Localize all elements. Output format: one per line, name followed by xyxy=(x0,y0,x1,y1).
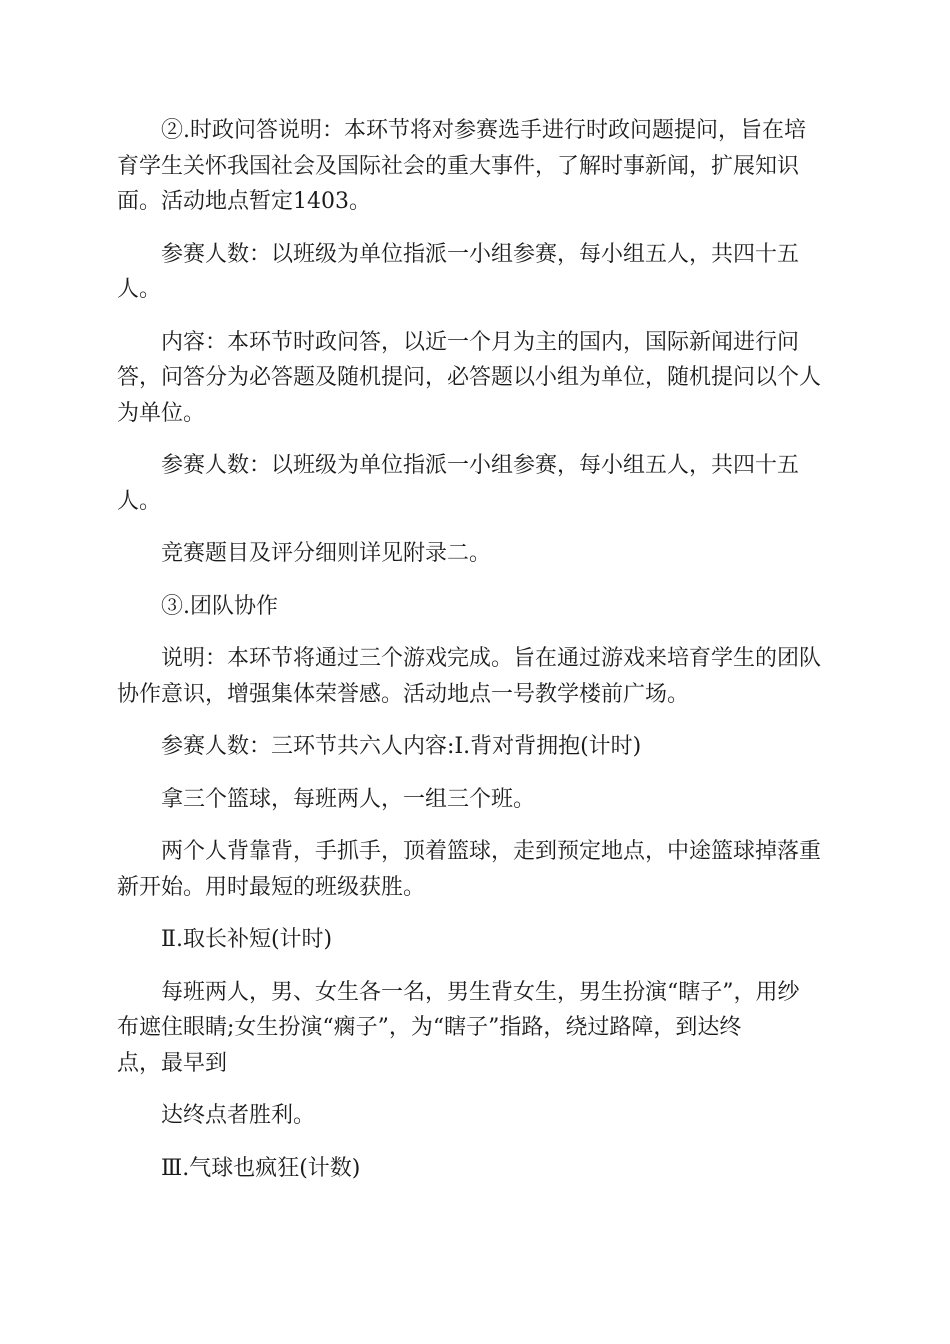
text-line: 面。活动地点暂定1403。 xyxy=(117,189,371,214)
text-line: 参赛人数：以班级为单位指派一小组参赛，每小组五人，共四十五 xyxy=(161,241,800,267)
paragraph-participants-2 xyxy=(117,448,837,519)
paragraph-participants-1 xyxy=(117,237,837,308)
text-line: 答，问答分为必答题及随机提问，必答题以小组为单位，随机提问以个人 xyxy=(117,365,822,390)
paragraph-appendix-note xyxy=(117,536,837,572)
paragraph-current-affairs-intro xyxy=(117,113,837,220)
text-line: 每班两人，男、女生各一名，男生背女生，男生扮演“瞎子”，用纱 xyxy=(161,979,800,1005)
paragraph-teamwork-participants xyxy=(117,729,837,765)
text-line: 人。 xyxy=(117,277,162,302)
text-line: 竞赛题目及评分细则详见附录二。 xyxy=(161,541,492,566)
section-heading-teamwork xyxy=(117,589,837,625)
text-line: 参赛人数：以班级为单位指派一小组参赛，每小组五人，共四十五 xyxy=(161,453,800,478)
text-line: ③.团队协作 xyxy=(161,593,278,619)
paragraph-game-2-rules xyxy=(117,975,837,1082)
text-line: Ⅱ.取长补短(计时) xyxy=(161,927,333,952)
text-line: Ⅲ.气球也疯狂(计数) xyxy=(161,1155,361,1181)
paragraph-teamwork-intro xyxy=(117,641,837,712)
document-body xyxy=(117,113,837,1203)
text-line: 拿三个篮球，每班两人，一组三个班。 xyxy=(161,786,536,812)
text-line: 布遮住眼睛;女生扮演“瘸子”，为“瞎子”指路，绕过路障，到达终 xyxy=(117,1015,742,1040)
text-line: 人。 xyxy=(117,488,162,514)
subheading-game-2 xyxy=(117,922,837,958)
text-line: 新开始。用时最短的班级获胜。 xyxy=(117,874,426,900)
paragraph-content xyxy=(117,325,837,432)
subheading-game-3 xyxy=(117,1151,837,1187)
text-line: 点，最早到 xyxy=(117,1050,228,1076)
paragraph-game-2-winner xyxy=(117,1098,837,1134)
text-line: 达终点者胜利。 xyxy=(161,1103,316,1128)
text-line: 参赛人数：三环节共六人内容:Ⅰ.背对背拥抱(计时) xyxy=(161,734,642,759)
text-line: 协作意识，增强集体荣誉感。活动地点一号教学楼前广场。 xyxy=(117,681,690,707)
text-line: 育学生关怀我国社会及国际社会的重大事件，了解时事新闻，扩展知识 xyxy=(117,153,800,179)
paragraph-back-to-back-rules xyxy=(117,834,837,905)
text-line: ②.时政问答说明：本环节将对参赛选手进行时政问题提问，旨在培 xyxy=(161,118,806,143)
text-line: 内容：本环节时政问答，以近一个月为主的国内，国际新闻进行问 xyxy=(161,329,800,355)
text-line: 为单位。 xyxy=(117,400,206,426)
text-line: 两个人背靠背，手抓手，顶着篮球，走到预定地点，中途篮球掉落重 xyxy=(161,839,822,864)
paragraph-basketball-setup xyxy=(117,782,837,818)
text-line: 说明：本环节将通过三个游戏完成。旨在通过游戏来培育学生的团队 xyxy=(161,646,822,671)
